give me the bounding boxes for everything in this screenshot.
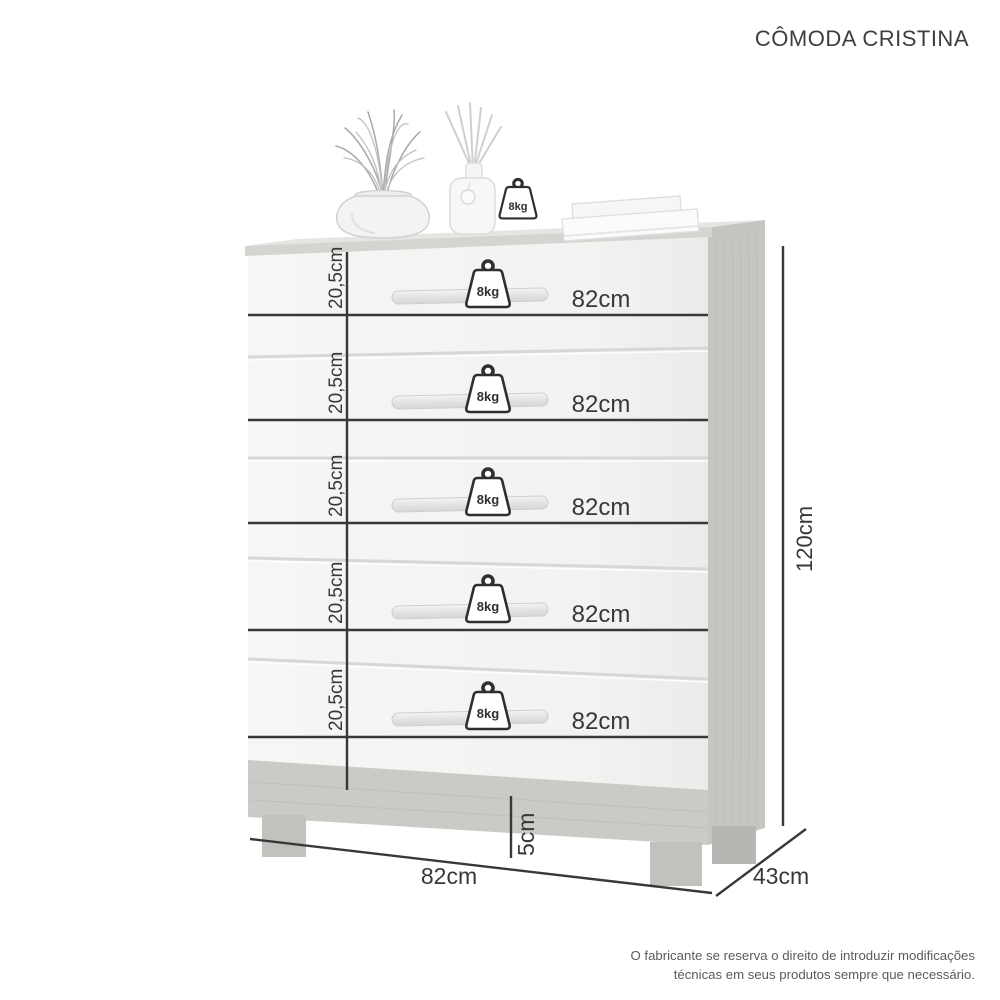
drawer-height-label: 20,5cm bbox=[326, 668, 347, 731]
drawer-height-label: 20,5cm bbox=[326, 561, 347, 624]
diffuser-bottle bbox=[450, 178, 495, 234]
total-height-label: 120cm bbox=[792, 505, 817, 572]
foot-front-left bbox=[262, 815, 306, 857]
diffuser-decoration bbox=[446, 103, 501, 234]
footer-line-1: O fabricante se reserva o direito de introduzir modificações bbox=[630, 947, 975, 963]
page-title: CÔMODA CRISTINA bbox=[754, 26, 969, 51]
depth-label: 43cm bbox=[752, 863, 810, 889]
width-label: 82cm bbox=[420, 863, 478, 889]
top-capacity-label: 8kg bbox=[508, 200, 528, 213]
diffuser-reeds bbox=[446, 103, 501, 170]
drawer-capacity-label: 8kg bbox=[476, 284, 500, 299]
drawer-height-label: 20,5cm bbox=[326, 351, 347, 414]
drawer-width-label: 82cm bbox=[571, 601, 631, 628]
top-weight-icon bbox=[500, 179, 537, 218]
width-dimension bbox=[250, 839, 712, 893]
drawer-width-label: 82cm bbox=[571, 391, 631, 418]
drawer-capacity-label: 8kg bbox=[476, 599, 500, 614]
drawer-width-label: 82cm bbox=[571, 708, 631, 735]
base-height-label: 5cm bbox=[513, 812, 539, 856]
front-face bbox=[248, 237, 708, 845]
footer-disclaimer bbox=[630, 946, 975, 984]
foot-rear-right bbox=[712, 826, 756, 864]
drawer-capacity-label: 8kg bbox=[476, 706, 500, 721]
footer-line-2: técnicas em seus produtos sempre que necessário. bbox=[673, 966, 975, 982]
diffuser-tag bbox=[461, 190, 475, 204]
plant-decoration bbox=[336, 110, 429, 238]
drawer-width-label: 82cm bbox=[571, 286, 631, 313]
drawer-height-label: 20,5cm bbox=[326, 246, 347, 309]
width-line bbox=[250, 839, 712, 893]
drawer-width-label: 82cm bbox=[571, 494, 631, 521]
drawer-capacity-label: 8kg bbox=[476, 389, 500, 404]
dresser-illustration bbox=[245, 220, 765, 886]
side-panel bbox=[708, 228, 765, 845]
vase bbox=[337, 196, 430, 238]
total-height-dimension bbox=[783, 246, 817, 826]
foot-front-right bbox=[650, 842, 702, 886]
drawer-height-label: 20,5cm bbox=[326, 454, 347, 517]
drawer-capacity-label: 8kg bbox=[476, 492, 500, 507]
